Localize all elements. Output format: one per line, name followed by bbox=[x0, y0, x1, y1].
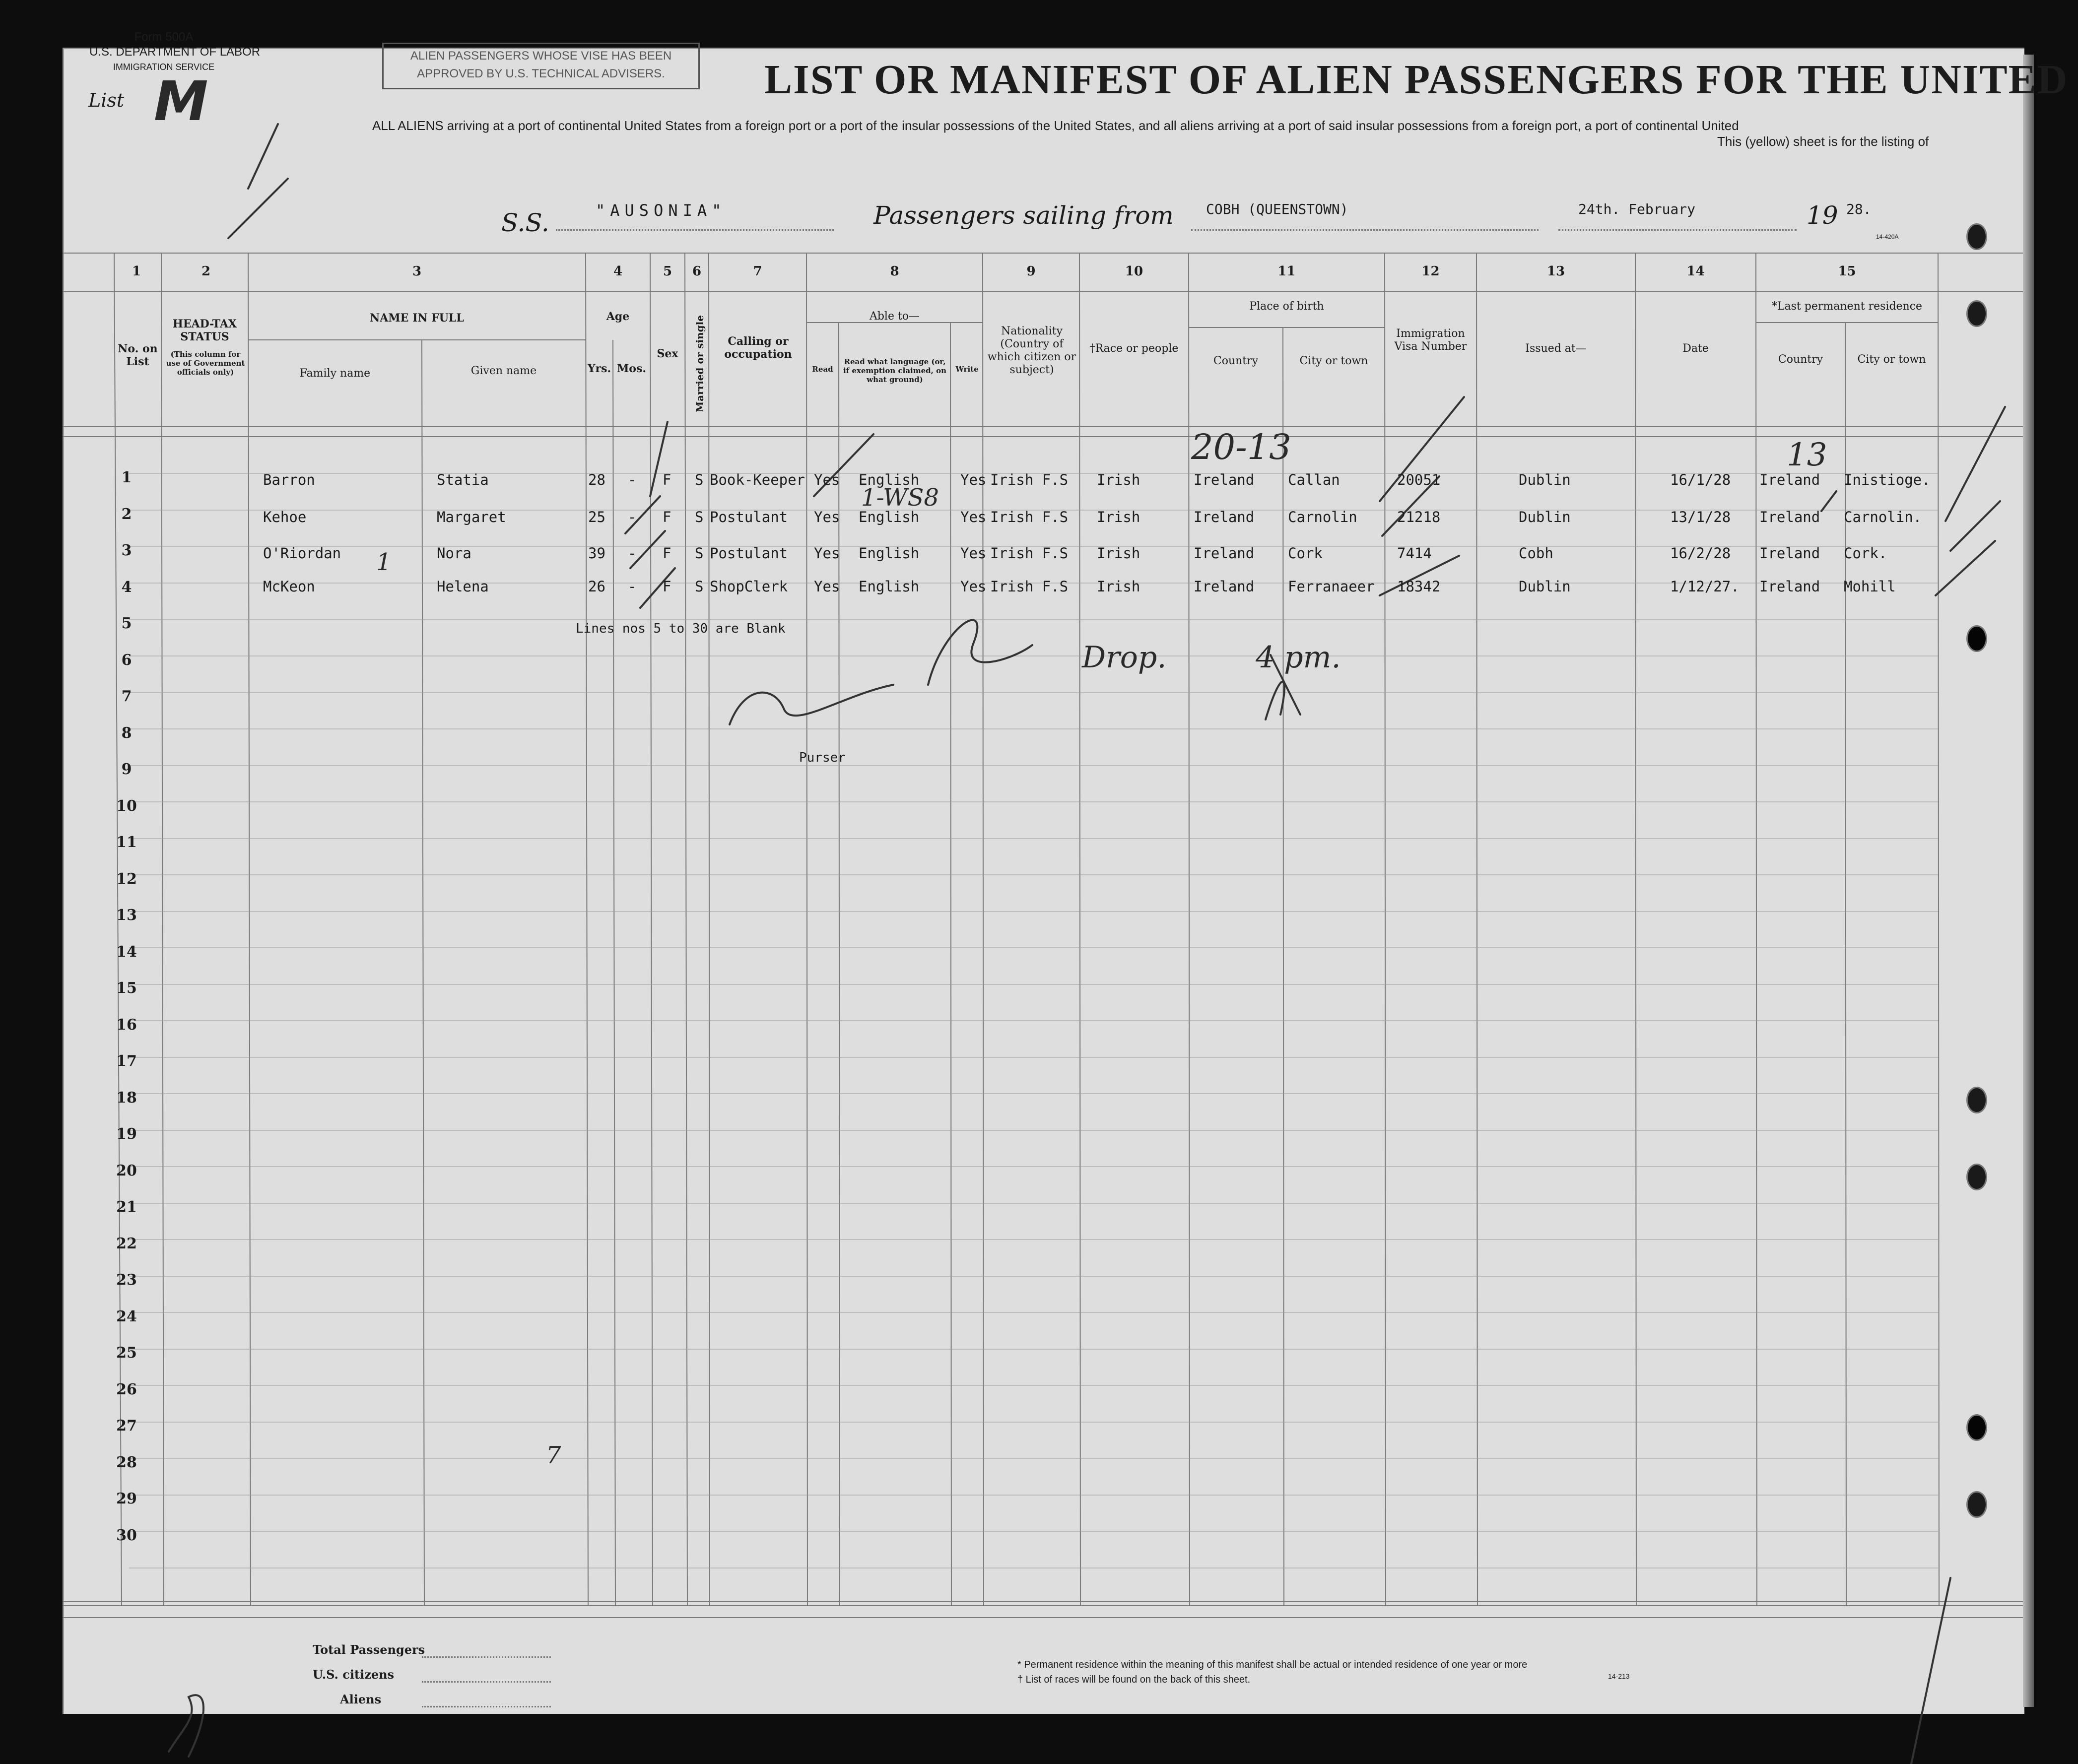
birth-country-cell: Ireland bbox=[1194, 509, 1255, 525]
visa-number-cell: 21218 bbox=[1397, 509, 1441, 525]
header-given-name: Given name bbox=[470, 365, 537, 377]
sailing-label: Passengers sailing from bbox=[873, 201, 1174, 230]
total-passengers-label: Total Passengers bbox=[313, 1642, 425, 1657]
service-name: IMMIGRATION SERVICE bbox=[113, 62, 215, 72]
stamp-line-2: APPROVED BY U.S. TECHNICAL ADVISERS. bbox=[417, 67, 665, 80]
language-cell: English bbox=[859, 471, 920, 488]
race-cell: Irish bbox=[1097, 509, 1140, 525]
language-cell: English bbox=[859, 545, 920, 562]
header-read-language: Read what language (or, if exemption claimed, on what ground) bbox=[843, 357, 947, 384]
sex-cell: F bbox=[663, 471, 671, 488]
binder-hole bbox=[1966, 300, 1987, 327]
header-write: Write bbox=[955, 365, 979, 374]
binder-hole bbox=[1966, 1414, 1987, 1441]
given-name-cell: Margaret bbox=[437, 509, 506, 525]
header-place-of-birth: Place of birth bbox=[1249, 300, 1324, 313]
residence-country-cell: Ireland bbox=[1759, 545, 1820, 562]
residence-country-cell: Ireland bbox=[1759, 578, 1820, 595]
list-label: List bbox=[88, 89, 125, 111]
race-cell: Irish bbox=[1097, 471, 1140, 488]
visa-date-cell: 1/12/27. bbox=[1670, 578, 1740, 595]
header-sex: Sex bbox=[657, 347, 678, 360]
binder-hole bbox=[1966, 1491, 1987, 1518]
sex-cell: F bbox=[663, 509, 671, 525]
row-number: 17 bbox=[116, 1052, 137, 1070]
col-number: 11 bbox=[1277, 264, 1296, 279]
header-age: Age bbox=[606, 310, 630, 323]
header-read: Read bbox=[812, 365, 833, 374]
write-cell: Yes bbox=[960, 578, 987, 595]
visa-date-cell: 16/2/28 bbox=[1670, 545, 1731, 562]
col-number: 8 bbox=[890, 264, 899, 279]
birth-city-cell: Carnolin bbox=[1288, 509, 1357, 525]
header-calling: Calling or occupation bbox=[724, 335, 792, 361]
col-number: 1 bbox=[132, 264, 141, 279]
col-number: 2 bbox=[201, 264, 211, 279]
given-name-cell: Helena bbox=[437, 578, 489, 595]
row-number: 29 bbox=[116, 1490, 137, 1507]
age-years-cell: 39 bbox=[588, 545, 605, 562]
marital-status-cell: S bbox=[695, 471, 704, 488]
total-dotline bbox=[422, 1656, 551, 1658]
age-years-cell: 26 bbox=[588, 578, 605, 595]
family-name-cell: O'Riordan bbox=[263, 545, 341, 562]
write-cell: Yes bbox=[960, 509, 987, 525]
sex-cell: F bbox=[663, 545, 671, 562]
row-number: 14 bbox=[116, 943, 137, 961]
row-number: 15 bbox=[116, 980, 137, 997]
row-number: 22 bbox=[116, 1235, 137, 1252]
department-name: U.S. DEPARTMENT OF LABOR bbox=[89, 45, 261, 59]
header-able-to: Able to— bbox=[869, 310, 920, 323]
visa-number-cell: 20051 bbox=[1397, 471, 1441, 488]
header-birth-country: Country bbox=[1213, 355, 1259, 367]
marital-status-cell: S bbox=[695, 578, 704, 595]
nationality-cell: Irish F.S bbox=[990, 509, 1069, 525]
header-birth-city: City or town bbox=[1299, 355, 1368, 367]
year-prefix: 19 bbox=[1807, 201, 1838, 230]
visa-number-cell: 18342 bbox=[1397, 578, 1441, 595]
row-number: 4 bbox=[121, 578, 132, 596]
row-number: 5 bbox=[121, 615, 132, 632]
age-years-cell: 28 bbox=[588, 471, 605, 488]
header-last-residence: *Last permanent residence bbox=[1771, 300, 1923, 313]
birth-city-cell: Ferranaeer bbox=[1288, 578, 1375, 595]
footnotes bbox=[1017, 1657, 1527, 1687]
row-number: 18 bbox=[116, 1089, 137, 1107]
language-cell: English bbox=[859, 509, 920, 525]
binder-hole bbox=[1966, 1164, 1987, 1190]
row-number: 1 bbox=[121, 469, 132, 486]
binder-hole bbox=[1966, 223, 1987, 250]
row-number: 24 bbox=[116, 1307, 137, 1325]
residence-city-cell: Mohill bbox=[1844, 578, 1896, 595]
header-residence-country: Country bbox=[1778, 353, 1823, 366]
language-cell: English bbox=[859, 578, 920, 595]
occupation-cell: ShopClerk bbox=[710, 578, 788, 595]
aliens-label: Aliens bbox=[340, 1692, 382, 1706]
residence-city-cell: Cork. bbox=[1844, 545, 1887, 562]
birth-city-cell: Callan bbox=[1288, 471, 1340, 488]
footer-code: 14-213 bbox=[1608, 1672, 1630, 1680]
read-cell: Yes bbox=[814, 471, 840, 488]
col-number: 12 bbox=[1421, 264, 1440, 279]
list-number: M bbox=[154, 69, 208, 133]
col-number: 5 bbox=[663, 264, 672, 279]
departure-date: 24th. February bbox=[1578, 201, 1696, 217]
ss-label: S.S. bbox=[501, 208, 549, 237]
header-no-on-list: No. on List bbox=[118, 342, 158, 368]
read-cell: Yes bbox=[814, 578, 840, 595]
us-citizens-label: U.S. citizens bbox=[313, 1667, 395, 1682]
row-number: 13 bbox=[116, 907, 137, 924]
birth-city-cell: Cork bbox=[1288, 545, 1323, 562]
row-number: 20 bbox=[116, 1162, 137, 1179]
citizens-dotline bbox=[422, 1681, 551, 1683]
header-married-single: Married or single bbox=[694, 315, 706, 412]
ship-name: "AUSONIA" bbox=[596, 201, 727, 220]
birth-country-cell: Ireland bbox=[1194, 545, 1255, 562]
binder-hole bbox=[1966, 1087, 1987, 1113]
row-number: 30 bbox=[116, 1526, 137, 1544]
visa-number-cell: 7414 bbox=[1397, 545, 1432, 562]
row-number: 9 bbox=[121, 761, 132, 778]
col-number: 4 bbox=[613, 264, 623, 279]
issued-at-cell: Cobh bbox=[1519, 545, 1553, 562]
annotation-20-13: 20-13 bbox=[1191, 427, 1291, 467]
given-name-cell: Statia bbox=[437, 471, 489, 488]
occupation-cell: Postulant bbox=[710, 545, 788, 562]
header-issued-at: Issued at— bbox=[1525, 342, 1587, 355]
row-number: 23 bbox=[116, 1271, 137, 1289]
header-head-tax-note: (This column for use of Government officials only) bbox=[166, 350, 245, 377]
birth-country-cell: Ireland bbox=[1194, 471, 1255, 488]
issued-at-cell: Dublin bbox=[1519, 471, 1571, 488]
header-family-name: Family name bbox=[299, 367, 371, 380]
sex-cell: F bbox=[663, 578, 671, 595]
blank-lines-note: Lines nos 5 to 30 are Blank bbox=[576, 621, 786, 636]
age-months-cell: - bbox=[628, 578, 637, 595]
subtitle-instructions: ALL ALIENS arriving at a port of continental United States from a foreign port or a port of the insular possessions of the United States, and all aliens arriving at a port of said insular possessions from a foreign port, a port of continental United bbox=[372, 118, 1739, 133]
family-name-cell: McKeon bbox=[263, 578, 315, 595]
age-years-cell: 25 bbox=[588, 509, 605, 525]
row-number: 27 bbox=[116, 1417, 137, 1435]
row-number: 8 bbox=[121, 724, 132, 742]
age-months-cell: - bbox=[628, 471, 637, 488]
header-head-tax: HEAD-TAX STATUS bbox=[173, 318, 237, 343]
row-number: 19 bbox=[116, 1125, 137, 1143]
issued-at-cell: Dublin bbox=[1519, 509, 1571, 525]
row-number: 2 bbox=[121, 505, 132, 523]
annotation-time: 4 pm. bbox=[1256, 640, 1341, 675]
row-number: 28 bbox=[116, 1453, 137, 1471]
visa-date-cell: 16/1/28 bbox=[1670, 471, 1731, 488]
form-code: 14-420A bbox=[1876, 233, 1899, 240]
footnote-residence: * Permanent residence within the meaning of this manifest shall be actual or intended residence of one year or more bbox=[1017, 1659, 1528, 1670]
write-cell: Yes bbox=[960, 545, 987, 562]
nationality-cell: Irish F.S bbox=[990, 545, 1069, 562]
header-yrs: Yrs. bbox=[587, 362, 611, 375]
marital-status-cell: S bbox=[695, 509, 704, 525]
annotation-ws8: 1-WS8 bbox=[861, 484, 939, 512]
col-number: 14 bbox=[1686, 264, 1705, 279]
stamp-line-1: ALIEN PASSENGERS WHOSE VISE HAS BEEN bbox=[410, 49, 672, 63]
issued-at-cell: Dublin bbox=[1519, 578, 1571, 595]
header-date: Date bbox=[1682, 342, 1709, 355]
race-cell: Irish bbox=[1097, 545, 1140, 562]
row-number: 16 bbox=[116, 1016, 137, 1034]
annotation-1: 1 bbox=[376, 548, 392, 576]
residence-city-cell: Carnolin. bbox=[1844, 509, 1922, 525]
occupation-cell: Book-Keeper bbox=[710, 471, 805, 488]
header-visa-number: Immigration Visa Number bbox=[1394, 327, 1467, 353]
age-months-cell: - bbox=[628, 545, 637, 562]
annotation-drop: Drop. bbox=[1082, 640, 1167, 675]
col-number: 13 bbox=[1546, 264, 1565, 279]
row-number: 11 bbox=[116, 834, 137, 851]
header-race: †Race or people bbox=[1089, 342, 1179, 355]
residence-country-cell: Ireland bbox=[1759, 509, 1820, 525]
aliens-dotline bbox=[422, 1706, 551, 1707]
col-number: 6 bbox=[692, 264, 702, 279]
read-cell: Yes bbox=[814, 545, 840, 562]
birth-country-cell: Ireland bbox=[1194, 578, 1255, 595]
form-number: Form 500A bbox=[134, 30, 194, 44]
race-cell: Irish bbox=[1097, 578, 1140, 595]
col-number: 10 bbox=[1125, 264, 1143, 279]
header-residence-city: City or town bbox=[1857, 353, 1926, 366]
visa-date-cell: 13/1/28 bbox=[1670, 509, 1731, 525]
family-name-cell: Barron bbox=[263, 471, 315, 488]
nationality-cell: Irish F.S bbox=[990, 471, 1069, 488]
header-nationality: Nationality (Country of which citizen or subject) bbox=[987, 325, 1076, 376]
annotation-13: 13 bbox=[1787, 437, 1827, 473]
given-name-cell: Nora bbox=[437, 545, 471, 562]
annotation-7: 7 bbox=[546, 1441, 561, 1469]
row-number: 10 bbox=[116, 797, 137, 815]
col-number: 9 bbox=[1026, 264, 1036, 279]
row-number: 7 bbox=[121, 688, 132, 705]
row-number: 21 bbox=[116, 1198, 137, 1216]
row-number: 26 bbox=[116, 1380, 137, 1398]
header-mos: Mos. bbox=[616, 362, 647, 375]
write-cell: Yes bbox=[960, 471, 987, 488]
residence-country-cell: Ireland bbox=[1759, 471, 1820, 488]
page-title: LIST OR MANIFEST OF ALIEN PASSENGERS FOR THE UNITED bbox=[764, 57, 2069, 103]
header-name-in-full: NAME IN FULL bbox=[370, 312, 464, 325]
departure-port: COBH (QUEENSTOWN) bbox=[1206, 201, 1348, 217]
residence-city-cell: Inistioge. bbox=[1844, 471, 1931, 488]
marital-status-cell: S bbox=[695, 545, 704, 562]
binder-hole bbox=[1966, 625, 1987, 652]
col-number: 15 bbox=[1838, 264, 1856, 279]
col-number: 3 bbox=[412, 264, 422, 279]
row-number: 6 bbox=[121, 651, 132, 669]
purser-label: Purser bbox=[799, 750, 846, 765]
row-number: 3 bbox=[121, 542, 132, 559]
age-months-cell: - bbox=[628, 509, 637, 525]
row-number: 12 bbox=[116, 870, 137, 888]
col-number: 7 bbox=[753, 264, 762, 279]
occupation-cell: Postulant bbox=[710, 509, 788, 525]
family-name-cell: Kehoe bbox=[263, 509, 307, 525]
year-suffix: 28. bbox=[1846, 201, 1872, 217]
row-number: 25 bbox=[116, 1344, 137, 1362]
read-cell: Yes bbox=[814, 509, 840, 525]
subtitle-sheet-note: This (yellow) sheet is for the listing of bbox=[1717, 134, 1929, 149]
footnote-races: † List of races will be found on the back of this sheet. bbox=[1017, 1674, 1251, 1685]
nationality-cell: Irish F.S bbox=[990, 578, 1069, 595]
